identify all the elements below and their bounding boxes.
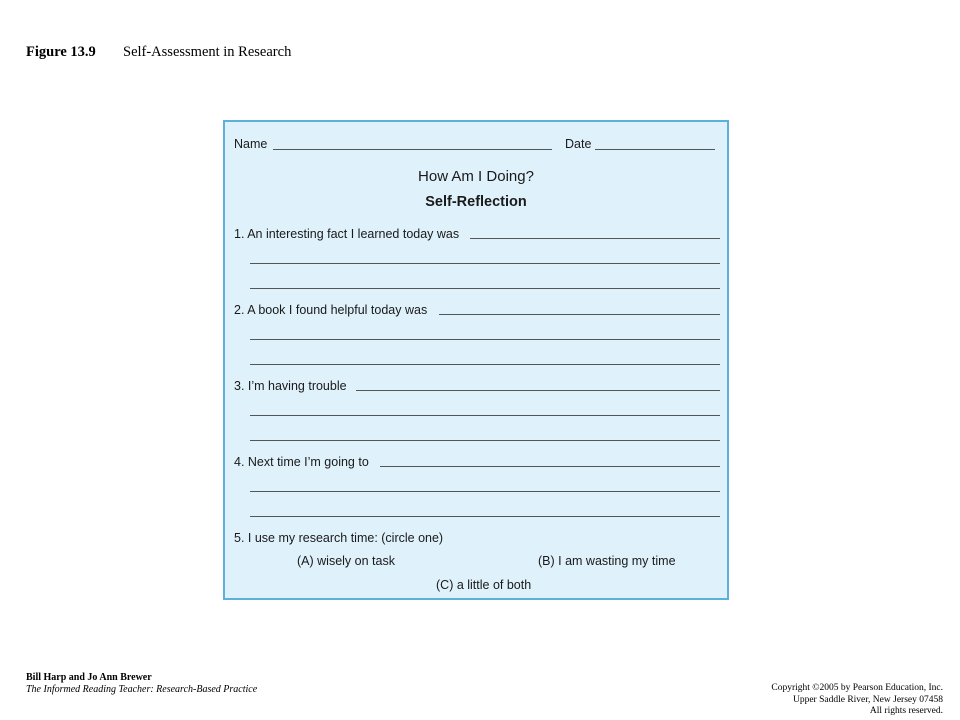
copyright-notice [771,683,943,718]
item-1-line-1[interactable] [470,238,720,239]
item-2-prompt: 2. A book I found helpful today was [234,303,428,317]
book-title: The Informed Reading Teacher: Research-Based Practice [26,683,258,695]
item-3-line-2[interactable] [250,415,720,416]
item-1-line-3[interactable] [250,288,720,289]
form-heading: How Am I Doing? [418,168,534,185]
name-label: Name [234,137,268,151]
date-field-line[interactable] [595,149,715,150]
item-5-prompt: 5. I use my research time: (circle one) [234,531,444,545]
item-3-line-3[interactable] [250,440,720,441]
figure-number: Figure 13.9 [26,44,96,60]
item-4-line-1[interactable] [380,466,720,467]
figure-title [26,44,291,61]
form-subheading: Self-Reflection [425,194,527,210]
item-2-line-3[interactable] [250,364,720,365]
date-label: Date [565,137,592,151]
item-1-prompt: 1. An interesting fact I learned today was [234,227,460,241]
name-field-line[interactable] [273,149,552,150]
publisher-address: Upper Saddle River, New Jersey 07458 [792,694,943,705]
author-names: Bill Harp and Jo Ann Brewer [26,672,152,683]
book-credit [26,672,266,695]
rights-statement: All rights reserved. [869,706,943,716]
item-4-prompt: 4. Next time I’m going to [234,455,369,469]
item-3-line-1[interactable] [356,390,720,391]
choice-c[interactable]: (C) a little of both [436,578,532,592]
item-2-line-2[interactable] [250,339,720,340]
self-reflection-form [223,120,729,600]
item-4-line-2[interactable] [250,491,720,492]
choice-a[interactable]: (A) wisely on task [297,554,395,568]
item-2-line-1[interactable] [439,314,720,315]
figure-caption: Self-Assessment in Research [123,44,292,60]
item-4-line-3[interactable] [250,516,720,517]
item-1-line-2[interactable] [250,263,720,264]
copyright-line: Copyright ©2005 by Pearson Education, Inc. [771,683,943,693]
item-3-prompt: 3. I’m having trouble [234,379,347,393]
choice-b[interactable]: (B) I am wasting my time [538,554,676,568]
